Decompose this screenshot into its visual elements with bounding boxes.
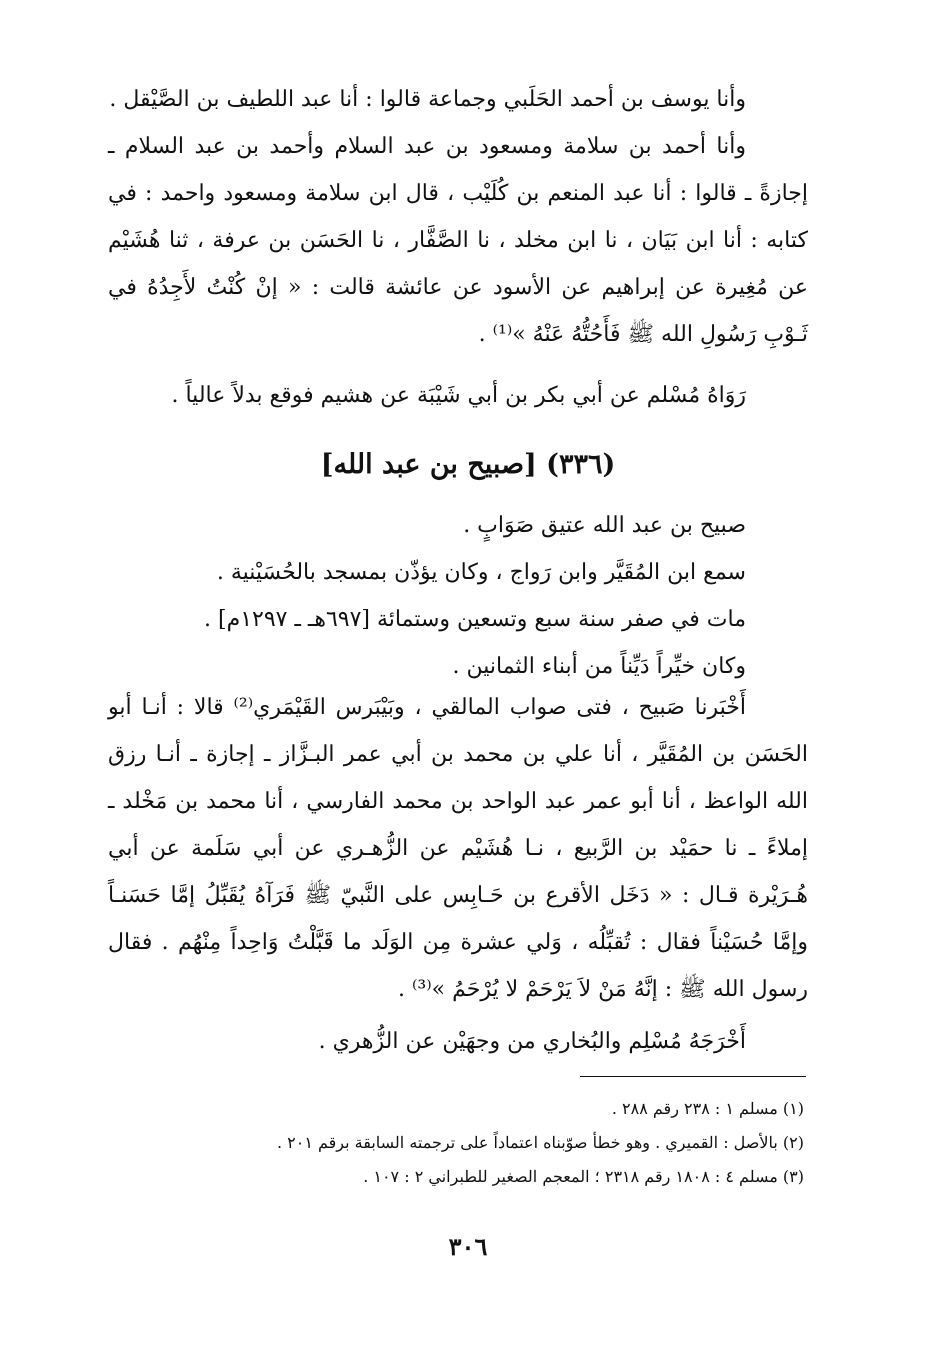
- summary-text: رَوَاهُ مُسْلم عن أبي بكر بن أبي شَيْبَة عن هشيم فوقع بدلاً عالياً .: [171, 383, 746, 408]
- narration-summary: [108, 1018, 808, 1065]
- footnote: (٢) بالأصل : القميري . وهو خطأ صوّبناه اعتماداً على ترجمته السابقة برقم ٢٠١ .: [276, 1133, 804, 1152]
- isnad-section: [108, 76, 808, 358]
- bio-line: مات في صفر سنة سبع وتسعين وستمائة [٦٩٧هـ ـ ١٢٩٧م] .: [204, 607, 746, 632]
- bio-line: وكان خيِّراً دَيِّناً من أبناء الثمانين .: [452, 654, 746, 679]
- footnote: (١) مسلم ١ : ٢٣٨ رقم ٢٨٨ .: [611, 1099, 804, 1118]
- footnote: (٣) مسلم ٤ : ١٨٠٨ رقم ٢٣١٨ ؛ المعجم الصغير للطبراني ٢ : ١٠٧ .: [363, 1167, 804, 1186]
- page-number: ٣٠٦: [448, 1232, 488, 1261]
- bio-line: صبيح بن عبد الله عتيق صَوَابٍ .: [463, 513, 746, 538]
- hadith-section: [108, 684, 808, 1013]
- footnote-divider: [580, 1076, 806, 1077]
- summary-text: أَخْرَجَهُ مُسْلِم والبُخاري من وجهَيْن عن الزُّهري .: [318, 1029, 746, 1054]
- narration-summary: [108, 372, 808, 419]
- text-paragraph: وأنا أحمد بن سلامة ومسعود بن عبد السلام وأحمد بن عبد السلام ـ إجازةً ـ قالوا : أنا عبد المنعم بن كُلَيْب ، قال ابن سلامة ومسعود واحمد : في كتابه : أنا ابن بَيَان ، نا ابن مخلد ، نا الصَّفَّار ، نا الحَسَن بن عرفة ، ثنا هُشَيْم عن مُغِيرة عن إبراهيم عن الأسود عن عائشة قالت : « إنْ كُنْتُ لأَجِدُهُ في ثَـوْبِ رَسُولِ الله ﷺ فَأَحُتُّهُ عَنْهُ »⁽¹⁾ .: [108, 134, 808, 347]
- entry-heading: (٣٣٦) [صبيح بن عبد الله]: [320, 449, 616, 480]
- bio-line: سمع ابن المُقَيَّر وابن رَواج ، وكان يؤذّن بمسجد بالحُسَيْنية .: [216, 560, 746, 585]
- biography-section: [108, 502, 808, 690]
- footnotes: [104, 1092, 804, 1194]
- hadith-paragraph: أَخْبَرنا صَبيح ، فتى صواب المالقي ، وبَيْبَرس القَيْمَري⁽²⁾ قالا : أنـا أبو الحَسَن بن المُقَيَّر ، أنا علي بن محمد بن أبي عمر البـزَّاز ـ إجازة ـ أنـا رزق الله الواعظ ، أنا أبو عمر عبد الواحد بن محمد الفارسي ، أنا محمد بن مَخْلد ـ إملاءً ـ نا حمَيْد بن الرَّبيع ، نـا هُشَيْم عن الزُّهـري عن أبي سَلَمة عن أبي هُـرَيْرة قـال : « دَخَل الأقرع بن حَـابِس على النَّبيّ ﷺ فَرَآهُ يُقَبِّلُ إمَّا حَسَنـاً وإمَّا حُسَيْناً فقال : تُقبِّلُه ، وَلي عشرة مِن الوَلَد ما قَبَّلْتُ وَاحِداً مِنْهُم . فقال رسول الله ﷺ : إنَّهُ مَنْ لاَ يَرْحَمْ لا يُرْحَمُ »⁽³⁾ .: [108, 695, 808, 1002]
- text-paragraph: وأنا يوسف بن أحمد الحَلَبي وجماعة قالوا : أنا عبد اللطيف بن الصَّيْقل .: [109, 87, 746, 112]
